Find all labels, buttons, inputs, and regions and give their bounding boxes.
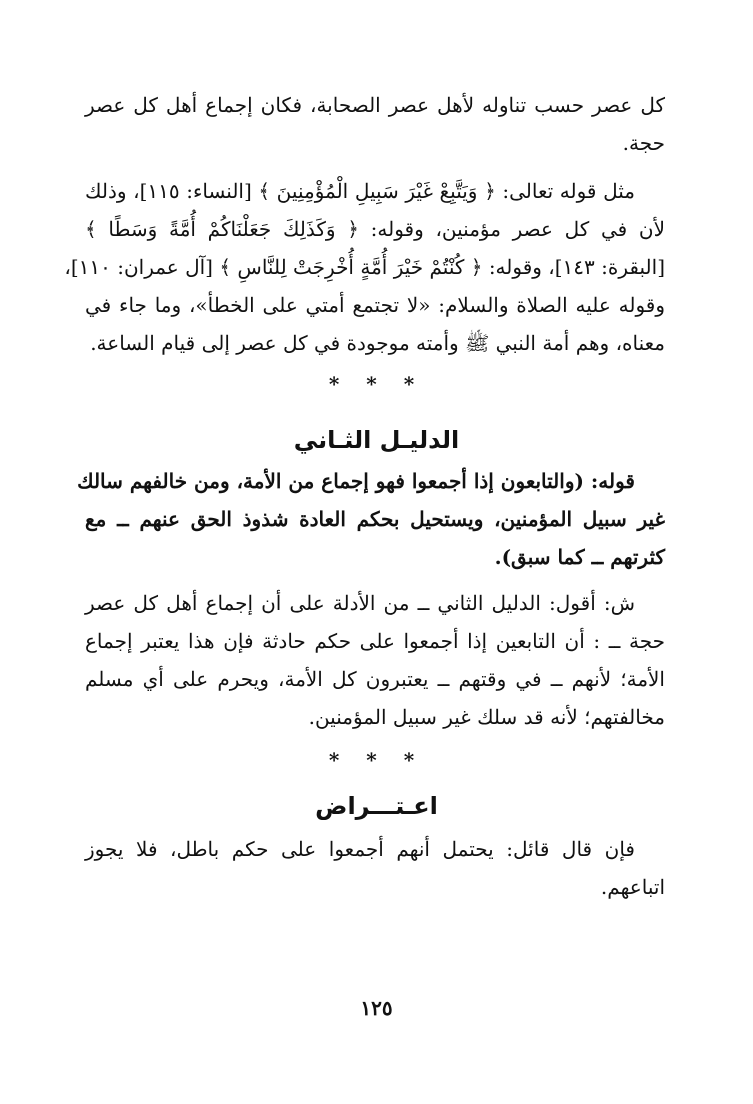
text-line: كل عصر حسب تناوله لأهل عصر الصحابة، فكان إجماع أهل كل عصر: [85, 93, 665, 117]
text-line: فإن قال قائل: يحتمل أنهم أجمعوا على حكم باطل، فلا يجوز: [85, 837, 635, 861]
section-heading: اعـتـــراض: [315, 792, 438, 820]
text-line: لأن في كل عصر مؤمنين، وقوله: ﴿ وَكَذَلِكَ جَعَلْنَاكُمْ أُمَّةً وَسَطًا ﴾: [85, 217, 665, 241]
text-line: قوله: (والتابعون إذا أجمعوا فهو إجماع من الأمة، ومن خالفهم سالك: [77, 469, 635, 493]
text-line: غير سبيل المؤمنين، ويستحيل بحكم العادة شذوذ الحق عنهم ــ مع: [85, 507, 665, 531]
section-heading: الدليـل الثـاني: [293, 426, 460, 454]
text-line: معناه، وهم أمة النبي ﷺ وأمته موجودة في كل عصر إلى قيام الساعة.: [90, 331, 665, 355]
section-separator: * * *: [328, 748, 425, 772]
section-separator: * * *: [328, 372, 425, 396]
text-line: كثرتهم ــ كما سبق).: [494, 545, 665, 569]
text-line: ش: أقول: الدليل الثاني ــ من الأدلة على أن إجماع أهل كل عصر: [85, 591, 635, 615]
text-line: حجة ــ : أن التابعين إذا أجمعوا على حكم حادثة فإن هذا يعتبر إجماع: [85, 629, 665, 653]
text-line: حجة.: [622, 131, 665, 155]
text-line: الأمة؛ لأنهم ــ في وقتهم ــ يعتبرون كل الأمة، ويحرم على أي مسلم: [85, 667, 665, 691]
text-line: اتباعهم.: [600, 875, 665, 899]
text-line: مثل قوله تعالى: ﴿ وَيَتَّبِعْ غَيْرَ سَبِيلِ الْمُؤْمِنِينَ ﴾ [النساء: ١١٥]، وذلك: [85, 179, 635, 203]
text-line: مخالفتهم؛ لأنه قد سلك غير سبيل المؤمنين.: [308, 705, 665, 729]
page-number: ١٢٥: [360, 996, 393, 1020]
text-line: [البقرة: ١٤٣]، وقوله: ﴿ كُنْتُمْ خَيْرَ أُمَّةٍ أُخْرِجَتْ لِلنَّاسِ ﴾ [آل عمران: ١١٠]،: [64, 255, 665, 279]
text-line: وقوله عليه الصلاة والسلام: «لا تجتمع أمتي على الخطأ»، وما جاء في: [85, 293, 665, 317]
